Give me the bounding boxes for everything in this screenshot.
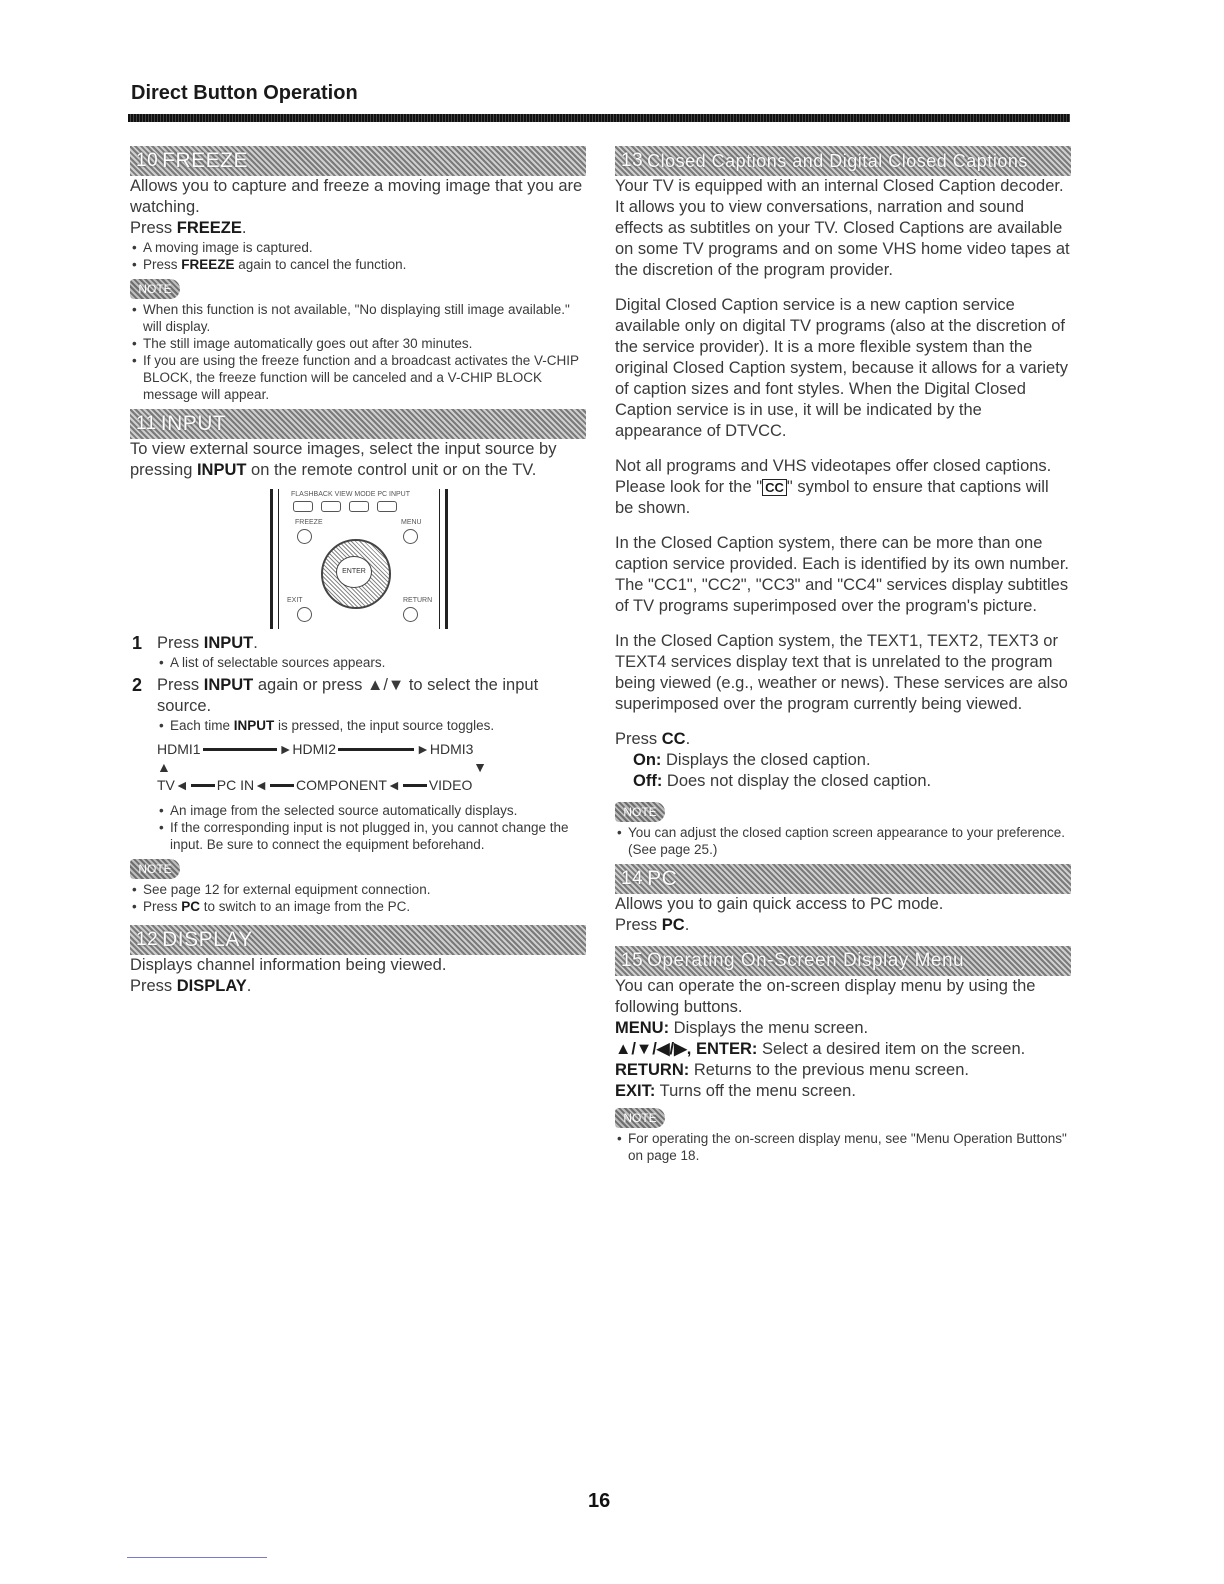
press-text: Press xyxy=(615,730,662,748)
bullet-text: Press xyxy=(143,257,182,272)
section-title: DISPLAY xyxy=(162,928,253,951)
step-number: 2 xyxy=(132,675,143,695)
cc-paragraph-3 xyxy=(615,456,1071,519)
arrow-left-icon xyxy=(270,784,294,787)
note-item: • You can adjust the closed caption screen appearance to your preference. (See page 25.) xyxy=(615,824,1071,858)
input-key: INPUT xyxy=(203,634,254,652)
note-text: to switch to an image from the PC. xyxy=(200,899,411,914)
step-number: 1 xyxy=(132,633,143,653)
menu-button-icon xyxy=(403,529,418,544)
enter-button-icon: ENTER xyxy=(336,556,372,588)
menu-key: MENU: xyxy=(615,1019,670,1037)
bullet-item: • If the corresponding input is not plugged in, you cannot change the input. Be sure to connect the equipment beforehand. xyxy=(157,819,586,853)
cc-on-option xyxy=(615,750,1071,771)
display-press xyxy=(130,976,586,997)
step-text: again or press ▲/▼ to select the input source. xyxy=(157,676,539,715)
osd-menu-line xyxy=(615,1018,1071,1039)
remote-top-labels: FLASHBACK VIEW MODE PC INPUT xyxy=(291,491,411,498)
freeze-key: FREEZE xyxy=(176,219,242,237)
pc-press xyxy=(615,915,1071,936)
section-head-input xyxy=(130,409,586,439)
note-badge: NOTE xyxy=(130,859,180,879)
cc-symbol-icon: CC xyxy=(762,479,787,496)
input-key: INPUT xyxy=(203,676,254,694)
note-badge: NOTE xyxy=(615,1108,665,1128)
section-number: 14 xyxy=(621,868,644,889)
remote-control-illustration xyxy=(270,489,448,629)
step-text: . xyxy=(253,634,258,652)
input-toggle-diagram xyxy=(157,740,586,794)
input-intro xyxy=(130,439,586,481)
flashback-button-icon xyxy=(293,501,313,512)
section-head-closed-captions xyxy=(615,146,1071,176)
section-head-freeze xyxy=(130,146,586,176)
note-item xyxy=(130,898,586,915)
exit-key: EXIT: xyxy=(615,1082,656,1100)
arrow-left-icon xyxy=(191,784,215,787)
period: . xyxy=(684,916,690,934)
step-2 xyxy=(130,675,586,853)
section-title: Closed Captions and Digital Closed Captions xyxy=(647,150,1028,171)
option-text: Displays the closed caption. xyxy=(661,751,871,769)
bullet-item: • An image from the selected source automatically displays. xyxy=(157,802,586,819)
note-item: • If you are using the freeze function and a broadcast activates the V-CHIP BLOCK, the freeze function will be canceled and a V-CHIP BLOCK message will appear. xyxy=(130,352,586,403)
step-1 xyxy=(130,633,586,671)
return-button-icon xyxy=(403,607,418,622)
flow-tv: TV xyxy=(157,776,175,793)
note-item: • For operating the on-screen display menu, see "Menu Operation Buttons" on page 18. xyxy=(615,1130,1071,1164)
display-intro: Displays channel information being viewed. xyxy=(130,956,447,974)
left-column xyxy=(130,146,586,997)
freeze-label: FREEZE xyxy=(295,519,323,526)
on-key: On: xyxy=(633,751,662,769)
section-number: 11 xyxy=(136,413,157,434)
section-title: INPUT xyxy=(160,412,227,435)
menu-label: MENU xyxy=(401,519,422,526)
section-head-osd-menu xyxy=(615,946,1071,976)
bullet-text: is pressed, the input source toggles. xyxy=(274,718,495,733)
press-text: Press xyxy=(130,977,177,995)
flow-component: COMPONENT xyxy=(295,776,387,793)
input-key: INPUT xyxy=(233,718,275,733)
cc-paragraph-2: Digital Closed Caption service is a new caption service available only on digital TV programs (also at the discretion of the service provider). It is a more flexible system than the original Closed Caption system, because it allows for a variety of caption sizes and font styles. When the Digital Closed Caption service is in use, it will be indicated by the appearance of DTVCC. xyxy=(615,296,1069,440)
flow-pcin: PC IN xyxy=(216,776,255,793)
note-item: • The still image automatically goes out after 30 minutes. xyxy=(130,335,586,352)
step-2-bullets xyxy=(157,717,586,734)
display-key: DISPLAY xyxy=(176,977,247,995)
bullet-text: Each time xyxy=(170,718,234,733)
bullet-item xyxy=(157,717,586,734)
input-button-icon xyxy=(377,501,397,512)
cc-press xyxy=(615,729,1071,750)
arrow-head-icon: ◄ xyxy=(386,776,401,793)
section-number: 12 xyxy=(136,929,159,950)
intro-text: To view external source images, select the input source by pressing xyxy=(130,440,557,479)
section-number: 15 xyxy=(621,950,644,971)
step-text: Press xyxy=(157,676,204,694)
cc-paragraph-5: In the Closed Caption system, the TEXT1, TEXT2, TEXT3 or TEXT4 services display text that is unrelated to the program being viewed (e.g., weather or news). These services are also superimposed over the program currently being viewed. xyxy=(615,632,1068,713)
section-head-display xyxy=(130,925,586,955)
header-rule xyxy=(128,114,1070,122)
freeze-bullets xyxy=(130,239,586,273)
press-text: Press xyxy=(615,916,662,934)
cc-paragraph-1: Your TV is equipped with an internal Closed Caption decoder. It allows you to view conversations, narration and sound effects as subtitles on your TV. Closed Captions are available on some TV programs and on some VHS home video tapes at the discretion of the program provider. xyxy=(615,177,1070,279)
return-label: RETURN xyxy=(403,597,433,604)
page-number: 16 xyxy=(588,1490,611,1512)
period: . xyxy=(685,730,691,748)
section-title: Operating On-Screen Display Menu xyxy=(647,950,965,971)
period: . xyxy=(246,977,252,995)
section-number: 13 xyxy=(621,150,644,171)
note-item: • When this function is not available, "No displaying still image available." will display. xyxy=(130,301,586,335)
off-key: Off: xyxy=(633,772,663,790)
osd-exit-line xyxy=(615,1081,1071,1102)
pc-key: PC xyxy=(181,899,201,914)
input-bullets xyxy=(157,802,586,853)
line-text: Returns to the previous menu screen. xyxy=(689,1061,969,1079)
footer-line xyxy=(127,1557,267,1558)
paragraph-text: " symbol to ensure that captions will be shown. xyxy=(615,478,1049,517)
arrow-up-icon: ▲ xyxy=(157,758,171,775)
freeze-key: FREEZE xyxy=(181,257,235,272)
cc-paragraph-4: In the Closed Caption system, there can be more than one caption service provided. Each is identified by its own number. The "CC1", "CC2", "CC3" and "CC4" services display subtitles of TV programs superimposed over the program's picture. xyxy=(615,534,1069,615)
period: . xyxy=(241,219,247,237)
section-head-pc xyxy=(615,864,1071,894)
flow-row-bottom xyxy=(157,776,586,794)
freeze-press xyxy=(130,218,586,239)
note-text: Press xyxy=(143,899,182,914)
cc-key: CC xyxy=(661,730,686,748)
arrow-down-icon: ▼ xyxy=(473,758,487,775)
arrow-right-icon xyxy=(203,748,277,751)
line-text: Displays the menu screen. xyxy=(669,1019,869,1037)
arrow-right-icon xyxy=(338,748,414,751)
arrow-head-icon: ◄ xyxy=(254,776,268,793)
flow-hdmi2: HDMI2 xyxy=(292,740,336,757)
exit-label: EXIT xyxy=(287,597,303,604)
line-text: Select a desired item on the screen. xyxy=(757,1040,1026,1058)
paragraph-text: Not all programs and VHS videotapes offer closed captions. Please look for the " xyxy=(615,457,1052,496)
arrow-head-icon: ◄ xyxy=(174,776,189,793)
pc-intro: Allows you to gain quick access to PC mode. xyxy=(615,895,944,913)
arrow-head-icon: ► xyxy=(415,740,430,757)
intro-text: on the remote control unit or on the TV. xyxy=(246,461,537,479)
pc-key: PC xyxy=(661,916,685,934)
osd-return-line xyxy=(615,1060,1071,1081)
input-key: INPUT xyxy=(196,461,247,479)
step-1-bullets xyxy=(157,654,586,671)
note-item: • See page 12 for external equipment connection. xyxy=(130,881,586,898)
osd-nav-line xyxy=(615,1039,1071,1060)
bullet-item: • A moving image is captured. xyxy=(130,239,586,256)
section-title: PC xyxy=(647,867,678,890)
freeze-intro: Allows you to capture and freeze a moving image that you are watching. xyxy=(130,177,583,216)
section-title: FREEZE xyxy=(162,149,248,172)
freeze-button-icon xyxy=(297,529,312,544)
flow-row-vertical xyxy=(157,758,487,776)
pc-button-icon xyxy=(349,501,369,512)
view-mode-button-icon xyxy=(321,501,341,512)
section-number: 10 xyxy=(136,150,159,171)
arrow-head-icon: ► xyxy=(278,740,293,757)
right-column xyxy=(615,146,1071,1164)
press-text: Press xyxy=(130,219,177,237)
nav-enter-key: ▲/▼/◀/▶, ENTER: xyxy=(615,1040,758,1058)
osd-notes xyxy=(615,1130,1071,1164)
bullet-text: again to cancel the function. xyxy=(234,257,407,272)
option-text: Does not display the closed caption. xyxy=(662,772,932,790)
note-badge: NOTE xyxy=(615,802,665,822)
flow-video: VIDEO xyxy=(428,776,473,793)
input-notes xyxy=(130,881,586,915)
flow-row-top xyxy=(157,740,586,758)
cc-off-option xyxy=(615,771,1071,792)
return-key: RETURN: xyxy=(615,1061,690,1079)
bullet-item: • A list of selectable sources appears. xyxy=(157,654,586,671)
step-text: Press xyxy=(157,634,204,652)
line-text: Turns off the menu screen. xyxy=(655,1082,856,1100)
freeze-notes xyxy=(130,301,586,403)
cc-notes xyxy=(615,824,1071,858)
flow-hdmi1: HDMI1 xyxy=(157,740,201,757)
note-badge: NOTE xyxy=(130,279,180,299)
flow-hdmi3: HDMI3 xyxy=(429,740,474,757)
exit-button-icon xyxy=(297,607,312,622)
osd-intro: You can operate the on-screen display menu by using the following buttons. xyxy=(615,977,1036,1016)
page-title: Direct Button Operation xyxy=(131,82,358,104)
arrow-left-icon xyxy=(403,784,427,787)
bullet-item xyxy=(130,256,586,273)
